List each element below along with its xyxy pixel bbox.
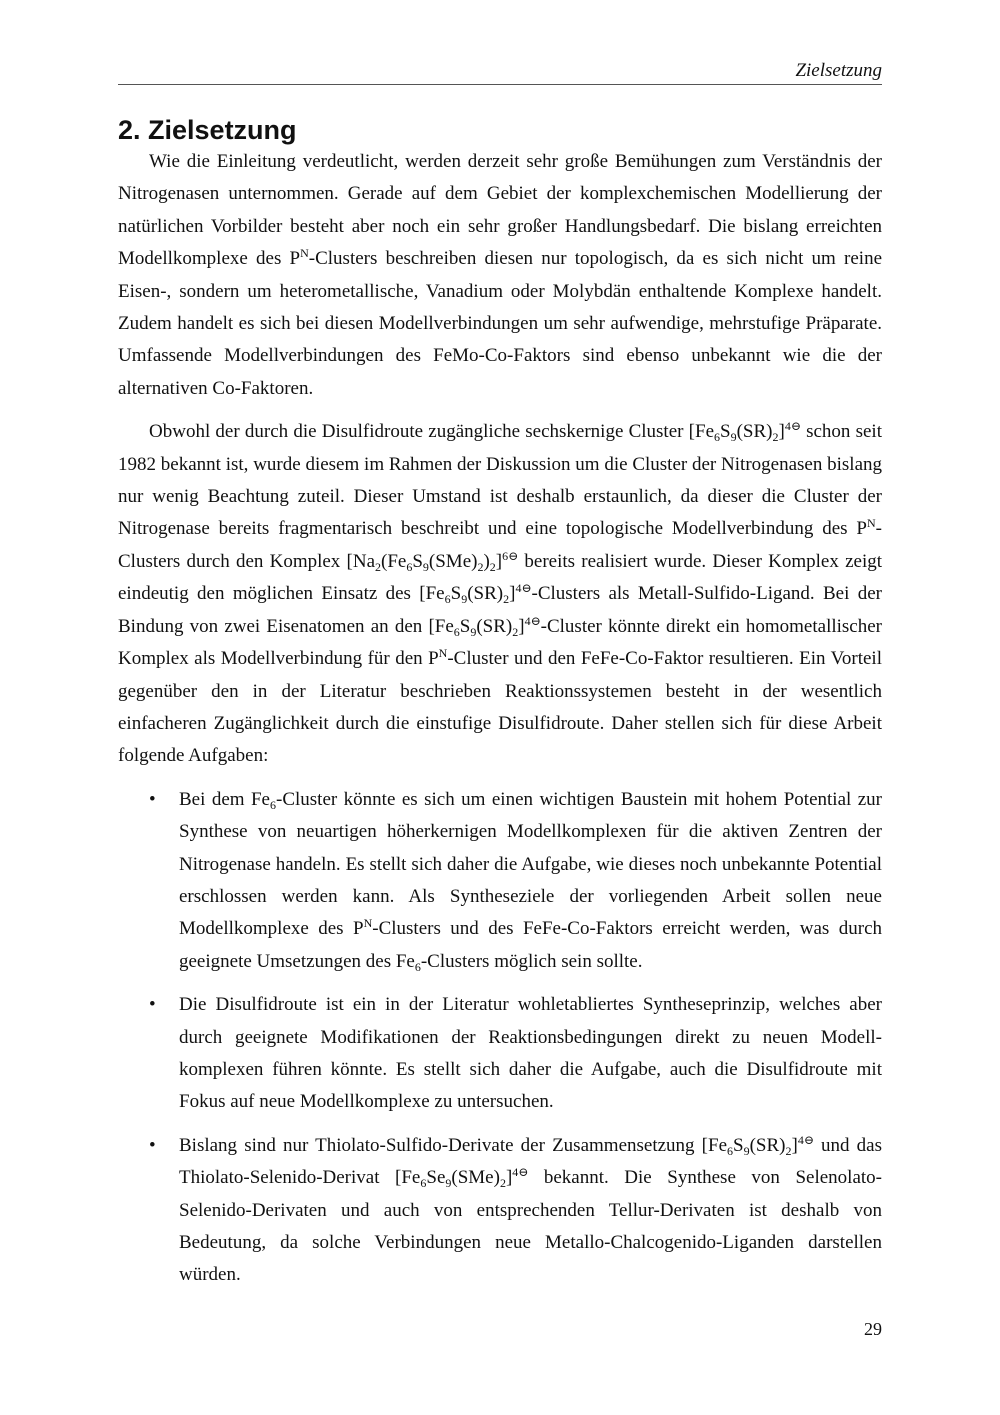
- running-header: Zielsetzung: [118, 60, 882, 85]
- aim-selenium-tellurium-derivatives: Bislang sind nur Thiolato-Sulfido-Derivate der Zusammensetzung $[Fe_6S_9(SR)_2]^{4⊖}$ und das Thiolato-Selenido-Derivat $[Fe_6Se_9(SMe)_2]^{4⊖}$ bekannt. Die Synthese von Selenolato-Selenido-Derivaten und auch von entsprechenden Tellur-Derivaten ist deshalb von Bedeutung, da solche Verbindungen neue Metallo-Chalcogenido-Liganden darstellen würden.: [179, 1132, 883, 1286]
- bullet-icon: •: [149, 994, 156, 1016]
- list-item: [118, 1130, 882, 1292]
- page-number: 29: [864, 1319, 882, 1339]
- body-text: [118, 146, 882, 1292]
- aims-list: [118, 784, 882, 1292]
- chapter-title: 2. Zielsetzung: [118, 115, 297, 145]
- paragraph-fe6-cluster: Obwohl der durch die Disulfidroute zugängliche sechskernige Cluster $[Fe_6S_9(SR)_2]^{4⊖}$ schon seit 1982 bekannt ist, wurde diesem im Rahmen der Diskussion um die Cluster der Nitrogenasen bislang nur wenig Beachtung zuteil. Dieser Umstand ist deshalb erstaunlich, da dieser die Cluster der Nitrogenase bereits fragmentarisch beschreibt und eine topologische Modellverbindung des $P^N$-Clusters durch den Komplex $[Na_2(Fe_6S_9(SMe)_2)_2]^{6⊖}$ bereits realisiert wurde. Dieser Komplex zeigt eindeutig den möglichen Einsatz des $[Fe_6S_9(SR)_2]^{4⊖}$-Clusters als Metall-Sulfido-Ligand. Bei der Bindung von zwei Eisenatomen an den $[Fe_6S_9(SR)_2]^{4⊖}$-Cluster könnte direkt ein homometallischer Komplex als Modellverbindung für den $P^N$-Cluster und den FeFe-Co-Faktor resultieren. Ein Vorteil gegenüber den in der Literatur beschrieben Reaktionssystemen besteht in der wesentlich einfacheren Zugänglichkeit durch die einstufige Disulfidroute. Daher stellen sich für diese Arbeit folgende Aufgaben:: [118, 419, 882, 767]
- paragraph-introduction: Wie die Einleitung verdeutlicht, werden derzeit sehr große Bemühungen zum Verständnis der Nitrogenasen unternommen. Gerade auf dem Gebiet der komplexchemischen Modellierung der natürlichen Vorbilder besteht aber noch ein sehr großer Handlungsbedarf. Die bislang erreichten Modellkomplexe des $P^N$-Clusters beschreiben diesen nur topologisch, da es sich nicht um reine Eisen-, sondern um heterometallische, Vanadium oder Molybdän enthaltende Komplexe handelt. Zudem handelt es sich bei diesen Modellverbindungen um sehr aufwendige, mehrstufige Präparate. Umfassende Modellverbindungen des FeMo-Co-Faktors sind ebenso unbekannt wie die der alternativen Co-Faktoren.: [118, 151, 882, 399]
- list-item: [118, 989, 882, 1119]
- aim-fe6-building-block: Bei dem $Fe_6$-Cluster könnte es sich um einen wichtigen Baustein mit hohem Potential zur Synthese von neuartigen höherkernigen Modellkomplexen für die aktiven Zentren der Nitrogenase handeln. Es stellt sich daher die Aufgabe, wie dieses noch unbekannte Potential erschlossen werden kann. Als Syntheseziele der vorliegenden Arbeit sollen neue Modellkomplexe des $P^N$-Clusters und des FeFe-Co-Faktors erreicht werden, was durch geeignete Umsetzungen des $Fe_6$-Clusters möglich sein sollte.: [179, 788, 883, 974]
- list-item: [118, 784, 882, 978]
- bullet-icon: •: [149, 1134, 156, 1156]
- aim-disulfide-route: Die Disulfidroute ist ein in der Literatur wohletabliertes Syntheseprinzip, welches aber durch geeignete Modifikationen der Reaktionsbedingungen direkt zu neuen Modellkomplexen führen könnte. Es stellt sich daher die Aufgabe, auch die Disulfidroute mit Fokus auf neue Modellkomplexe zu untersuchen.: [179, 994, 882, 1113]
- bullet-icon: •: [149, 788, 156, 810]
